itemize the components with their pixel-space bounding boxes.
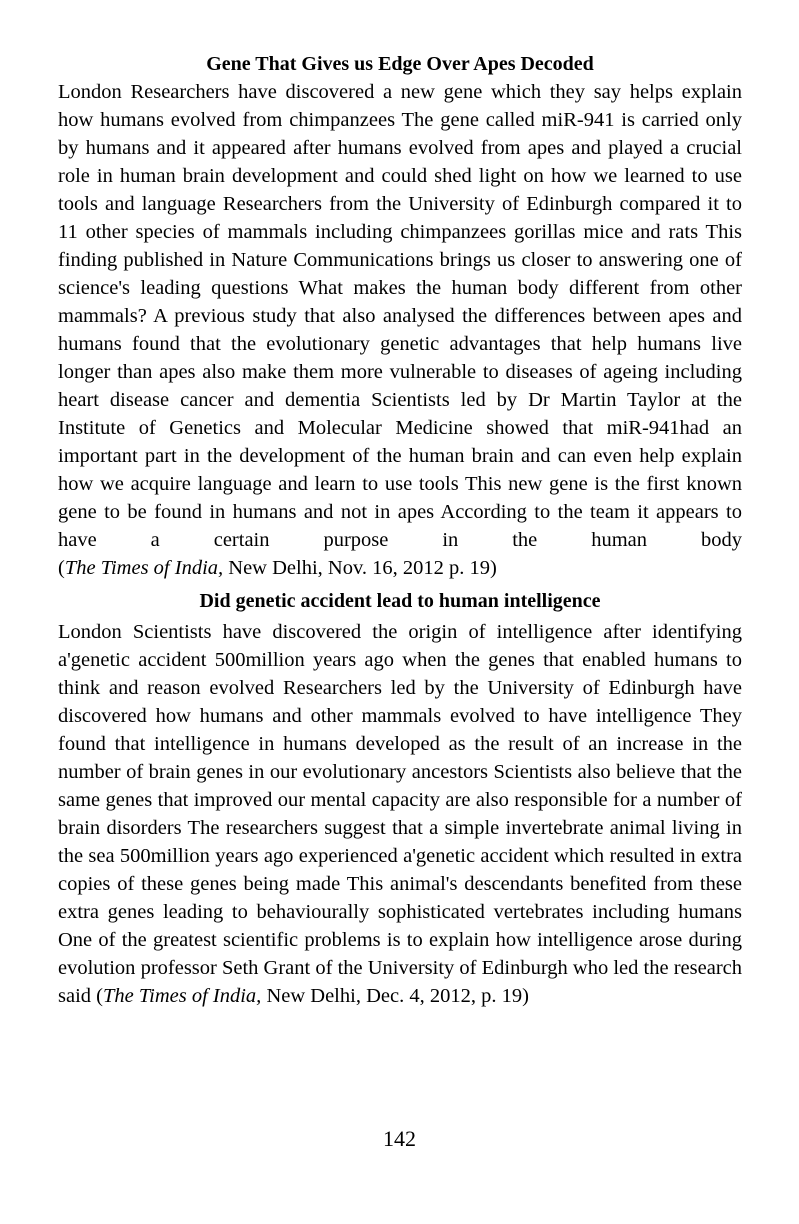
article-1-title: Gene That Gives us Edge Over Apes Decoded xyxy=(206,53,594,75)
article-1-text: London Researchers have discovered a new gene which they say helps explain how humans evolved from chimpanzees The gene called miR-941 is carried only by humans and it appeared after humans evolved from apes and played a crucial role in human brain development and could shed light on how we learned to use tools and language Researchers from the University of Edinburgh compared it to 11 other species of mammals including chimpanzees gorillas mice and rats This finding published in Nature Communications brings us closer to answering one of science's leading questions What makes the human body different from other mammals? A previous study that also analysed the differences between apes and humans found that the evolutionary genetic advantages that help humans live longer than apes also make them more vulnerable to diseases of ageing including heart disease cancer and dementia Scientists led by Dr Martin Taylor at the Institute of Genetics and Molecular Medicine showed that miR-941had an important part in the development of the human brain and can even help explain how we acquire language and learn to use tools This new gene is the first known gene to be found in humans and not in apes According to the team it appears to have a certain purpose in the human body xyxy=(58,81,742,551)
article-2-source-publication: The Times of India, xyxy=(102,985,262,1007)
page-number: 142 xyxy=(383,1126,416,1151)
article-1-source-open: ( xyxy=(58,557,65,579)
article-2-body xyxy=(58,618,742,1010)
article-2-title: Did genetic accident lead to human intelligence xyxy=(199,590,601,612)
article-2-source-open: ( xyxy=(96,985,103,1007)
article-1-source-details: New Delhi, Nov. 16, 2012 p. 19) xyxy=(223,557,497,579)
article-1-body xyxy=(58,78,742,582)
article-2-text: London Scientists have discovered the origin of intelligence after identifying a'genetic accident 500million years ago when the genes that enabled humans to think and reason evolved Researchers led by the University of Edinburgh have discovered how humans and other mammals evolved to have intelligence They found that intelligence in humans developed as the result of an increase in the number of brain genes in our evolutionary ancestors Scientists also believe that the same genes that improved our mental capacity are also responsible for a number of brain disorders The researchers suggest that a simple invertebrate animal living in the sea 500million years ago experienced a'genetic accident which resulted in extra copies of these genes being made This animal's descendants benefited from these extra genes leading to behaviourally sophisticated vertebrates including humans One of the greatest scientific problems is to explain how intelligence arose during evolution professor Seth Grant of the University of Edinburgh who led the research said xyxy=(58,621,742,1007)
article-2-source-details: New Delhi, Dec. 4, 2012, p. 19) xyxy=(261,985,529,1007)
article-1-source-publication: The Times of India, xyxy=(64,557,224,579)
article-1-source xyxy=(58,557,497,579)
document-page xyxy=(58,50,742,1015)
article-2-source xyxy=(96,985,529,1007)
